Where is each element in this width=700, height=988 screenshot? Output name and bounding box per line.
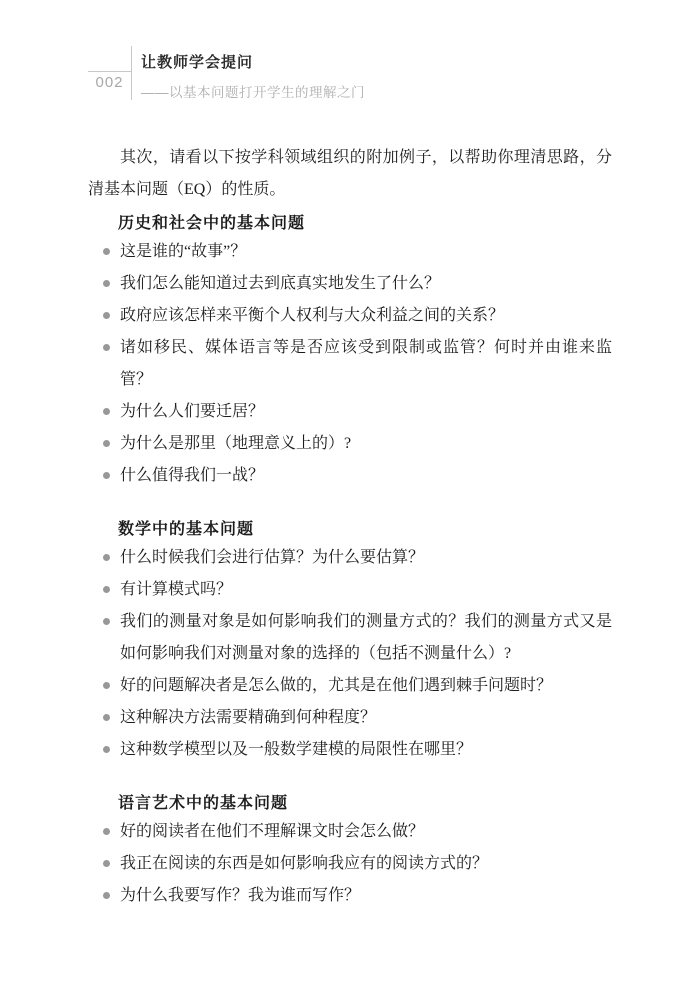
bullet-icon bbox=[103, 554, 110, 561]
question-item bbox=[88, 734, 612, 766]
question-text: 我们的测量对象是如何影响我们的测量方式的？我们的测量方式又是如何影响我们对测量对象的选择的（包括不测量什么）? bbox=[120, 613, 612, 662]
question-item bbox=[88, 460, 612, 492]
section-history-society bbox=[88, 212, 612, 492]
page-number-cell bbox=[88, 46, 131, 100]
page-content bbox=[88, 142, 612, 912]
bullet-icon bbox=[103, 472, 110, 479]
question-item bbox=[88, 670, 612, 702]
question-item bbox=[88, 268, 612, 300]
bullet-icon bbox=[103, 682, 110, 689]
question-item bbox=[88, 702, 612, 734]
bullet-icon bbox=[103, 586, 110, 593]
bullet-icon bbox=[103, 280, 110, 287]
bullet-icon bbox=[103, 344, 110, 351]
bullet-icon bbox=[103, 714, 110, 721]
question-item bbox=[88, 396, 612, 428]
question-text: 为什么人们要迁居？ bbox=[120, 403, 265, 420]
bullet-icon bbox=[103, 860, 110, 867]
question-item bbox=[88, 332, 612, 396]
question-item bbox=[88, 606, 612, 670]
bullet-icon bbox=[103, 312, 110, 319]
bullet-icon bbox=[103, 746, 110, 753]
question-text: 为什么是那里（地理意义上的）? bbox=[120, 435, 352, 452]
question-text: 好的问题解决者是怎么做的，尤其是在他们遇到棘手问题时？ bbox=[120, 677, 553, 694]
question-list bbox=[88, 236, 612, 492]
section-language-arts bbox=[88, 792, 612, 912]
question-text: 什么时候我们会进行估算？为什么要估算？ bbox=[120, 549, 425, 566]
question-text: 好的阅读者在他们不理解课文时会怎么做？ bbox=[120, 823, 425, 840]
bullet-icon bbox=[103, 828, 110, 835]
question-list bbox=[88, 816, 612, 912]
bullet-icon bbox=[103, 248, 110, 255]
bullet-icon bbox=[103, 440, 110, 447]
bullet-icon bbox=[103, 892, 110, 899]
question-text: 这种数学模型以及一般数学建模的局限性在哪里？ bbox=[120, 741, 473, 758]
question-item bbox=[88, 300, 612, 332]
question-text: 我们怎么能知道过去到底真实地发生了什么？ bbox=[120, 275, 441, 292]
question-item bbox=[88, 574, 612, 606]
question-list bbox=[88, 542, 612, 766]
book-title: 让教师学会提问 bbox=[141, 54, 254, 71]
question-item bbox=[88, 880, 612, 912]
question-text: 诸如移民、媒体语言等是否应该受到限制或监管？何时并由谁来监管？ bbox=[120, 339, 612, 388]
bullet-icon bbox=[103, 408, 110, 415]
page-number: 002 bbox=[95, 74, 124, 91]
header-titles bbox=[132, 46, 365, 100]
section-heading: 数学中的基本问题 bbox=[118, 521, 255, 538]
header-rule-horizontal bbox=[88, 71, 131, 72]
question-item bbox=[88, 816, 612, 848]
question-text: 为什么我要写作？我为谁而写作？ bbox=[120, 887, 361, 904]
question-item bbox=[88, 428, 612, 460]
question-text: 我正在阅读的东西是如何影响我应有的阅读方式的？ bbox=[120, 855, 489, 872]
intro-paragraph: 其次，请看以下按学科领域组织的附加例子，以帮助你理清思路，分清基本问题（EQ）的性质。 bbox=[88, 149, 612, 198]
section-heading: 语言艺术中的基本问题 bbox=[118, 795, 289, 812]
running-head bbox=[88, 46, 700, 100]
section-heading: 历史和社会中的基本问题 bbox=[118, 215, 306, 232]
bullet-icon bbox=[103, 618, 110, 625]
question-text: 政府应该怎样来平衡个人权利与大众利益之间的关系？ bbox=[120, 307, 505, 324]
question-text: 有计算模式吗？ bbox=[120, 581, 233, 598]
question-text: 什么值得我们一战？ bbox=[120, 467, 265, 484]
question-text: 这是谁的“故事”？ bbox=[120, 243, 247, 260]
question-item bbox=[88, 236, 612, 268]
question-item bbox=[88, 848, 612, 880]
question-text: 这种解决方法需要精确到何种程度？ bbox=[120, 709, 377, 726]
question-item bbox=[88, 542, 612, 574]
book-subtitle: ——以基本问题打开学生的理解之门 bbox=[141, 85, 365, 100]
section-mathematics bbox=[88, 518, 612, 766]
